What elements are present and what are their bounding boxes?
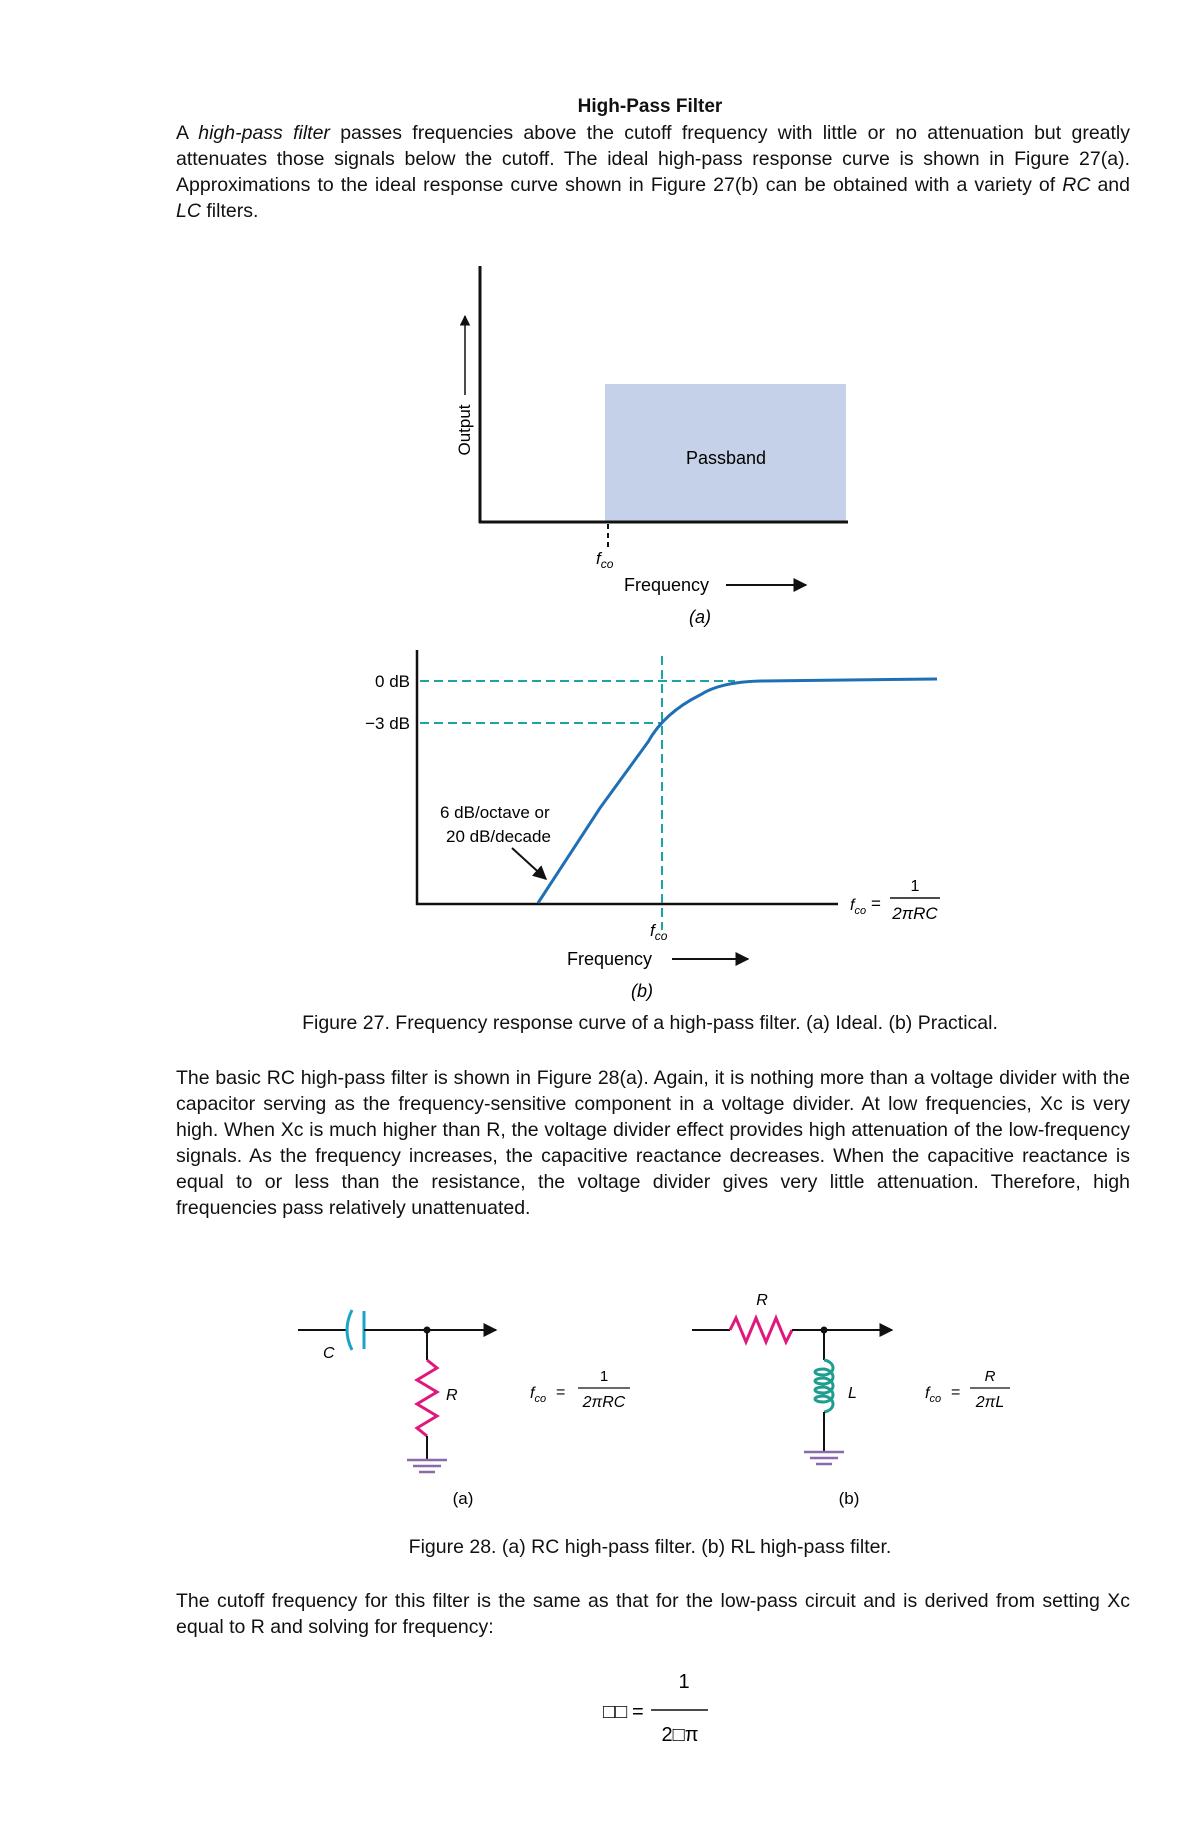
rc-description-paragraph: The basic RC high-pass filter is shown in Figure 28(a). Again, it is nothing more than a voltage divider with the capacitor serving as the frequency-sensitive component in a voltage divider. At low frequencies, Xc is very high. When Xc is much higher than R, the voltage divider effect provides high attenuation of the low-frequency signals. As the frequency increases, the capacitive reactance decreases. When the capacitive reactance is equal to or less than the resistance, the voltage divider gives very little attenuation. Therefore, high frequencies pass relatively unattenuated. [176,1067,1130,1219]
figure-28-caption: Figure 28. (a) RC high-pass filter. (b) RL high-pass filter. [408,1536,892,1558]
figure-27-caption: Figure 27. Frequency response curve of a high-pass filter. (a) Ideal. (b) Practical. [302,1012,998,1034]
formula-equals: = [951,1384,961,1401]
intro-rc: RC [1062,174,1091,196]
intro-end: filters. [200,200,259,222]
figure-28a [298,1310,630,1508]
capacitor-label: C [323,1345,335,1362]
minus3-db-label: −3 dB [365,714,410,733]
frequency-label: Frequency [567,949,653,969]
figure-27b-tag: (b) [631,981,653,1001]
formula-equals: = [556,1384,566,1401]
cutoff-paragraph: The cutoff frequency for this filter is the same as that for the low-pass circuit and is derived from setting Xc equal to R and solving for frequency: [176,1590,1130,1638]
figure-28b-tag: (b) [838,1489,860,1508]
passband-label: Passband [685,448,767,468]
equation-lhs: □□ [603,1701,628,1723]
formula-numerator: 1 [910,878,920,895]
equation-equals: = [632,1701,644,1723]
intro-text-1: A [176,122,199,144]
fco-label: $f_{co}$ [650,921,668,943]
formula-denominator: 2πRC [892,904,938,923]
response-curve [538,679,937,903]
formula-fco: $f_{co}$ [925,1385,942,1405]
figure-27a-tag: (a) [689,607,711,627]
intro-and: and [1090,174,1130,196]
frequency-label: Frequency [624,575,710,595]
figure-27b [365,650,940,1001]
resistor [730,1318,792,1342]
slope-label-line2: 20 dB/decade [446,827,551,846]
zero-db-label: 0 dB [375,672,410,691]
resistor-label: R [446,1387,458,1404]
figure-28a-tag: (a) [452,1489,474,1508]
slope-label-line1: 6 dB/octave or [440,803,550,822]
formula-numerator: 1 [599,1368,609,1385]
output-label: Output [455,404,474,456]
formula-equals: = [871,894,881,913]
formula-fco: $f_{co}$ [530,1385,547,1405]
resistor-label: R [756,1292,768,1309]
formula-numerator: R [984,1368,996,1385]
page-title: High-Pass Filter [577,96,723,117]
inductor-label: L [848,1385,857,1402]
cutoff-equation [603,1671,708,1746]
formula-fco: $f_{co}$ [850,897,867,917]
intro-lc: LC [176,200,201,222]
resistor [417,1360,437,1436]
formula-denominator: 2πL [975,1394,1005,1411]
figure-27a [455,266,848,627]
fco-label: $f_{co}$ [596,549,614,571]
intro-text-2: passes frequencies above the cutoff frequency with little or no attenuation but greatly attenuates those signals below the cutoff. The ideal high-pass response curve is shown in Figure 27(a). Approximations to the ideal response curve shown in Figure 27(b) can be obtained with a variety of [176,122,1131,196]
intro-term: high-pass filter [198,122,330,144]
slope-arrow [512,848,546,879]
formula-denominator: 2πRC [582,1394,626,1411]
inductor [815,1360,833,1412]
capacitor-plate-curved [347,1310,352,1350]
figure-28b [692,1292,1010,1508]
equation-numerator: 1 [678,1671,690,1693]
equation-denominator: 2□π [661,1724,699,1746]
